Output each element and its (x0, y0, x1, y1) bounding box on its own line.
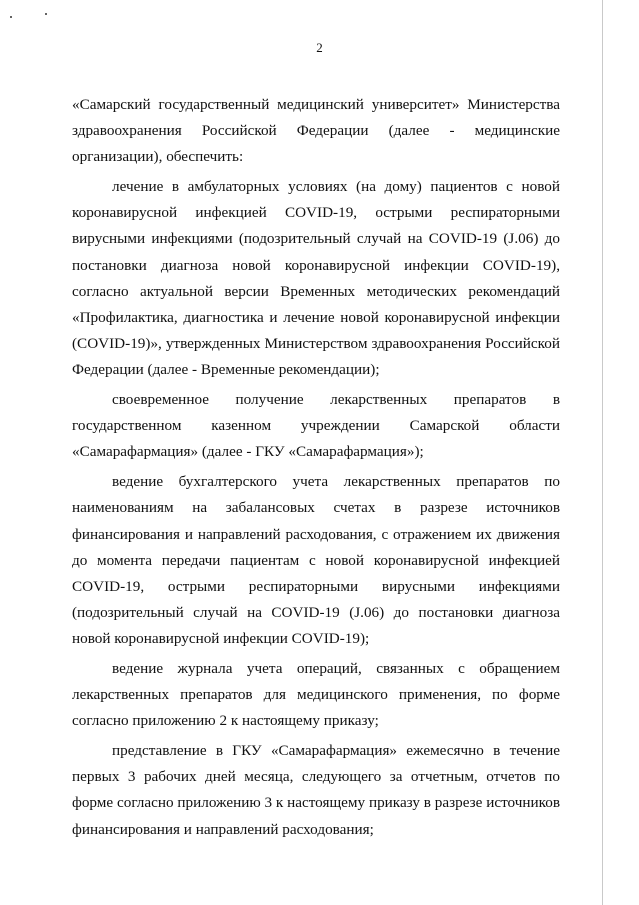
paragraph: ведение журнала учета операций, связанных с обращением лекарственных препаратов для медицинского применения, по форме согласно приложению 2 к настоящему приказу; (72, 659, 560, 730)
page-edge-line (602, 0, 603, 905)
document-body (72, 92, 560, 843)
paragraph: «Самарский государственный медицинский университет» Министерства здравоохранения Российской Федерации (далее - медицинские организации), обеспечить: (72, 96, 560, 166)
paragraph: своевременное получение лекарственных препаратов в государственном казенном учреждении Самарской области «Самарафармация» (далее - ГКУ «Самарафармация»); (72, 391, 560, 461)
scan-speck (45, 13, 47, 15)
page-number: 2 (316, 40, 323, 55)
paragraph: ведение бухгалтерского учета лекарственных препаратов по наименованиям на забалансовых счетах в разрезе источников финансирования и направлений расходования, с отражением их движения до момента передачи пациентам с новой коронавирусной инфекцией COVID-19, острыми респираторными вирусными инфекциями (подозрительный случай на COVID-19 (J.06) до постановки диагноза новой коронавирусной инфекции COVID-19); (72, 473, 560, 647)
paragraph: лечение в амбулаторных условиях (на дому) пациентов с новой коронавирусной инфекцией COVID-19, острыми респираторными вирусными инфекциями (подозрительный случай на COVID-19 (J.06) до постановки диагноза новой коронавирусной инфекции COVID-19), согласно актуальной версии Временных методических рекомендаций «Профилактика, диагностика и лечение новой коронавирусной инфекции (COVID-19)», утвержденных Министерством здравоохранения Российской Федерации (далее - Временные рекомендации); (72, 178, 560, 378)
paragraph: представление в ГКУ «Самарафармация» ежемесячно в течение первых 3 рабочих дней месяца, следующего за отчетным, отчетов по форме согласно приложению 3 к настоящему приказу в разрезе источников финансирования и направлений расходования; (72, 742, 560, 838)
scan-speck (10, 16, 12, 18)
